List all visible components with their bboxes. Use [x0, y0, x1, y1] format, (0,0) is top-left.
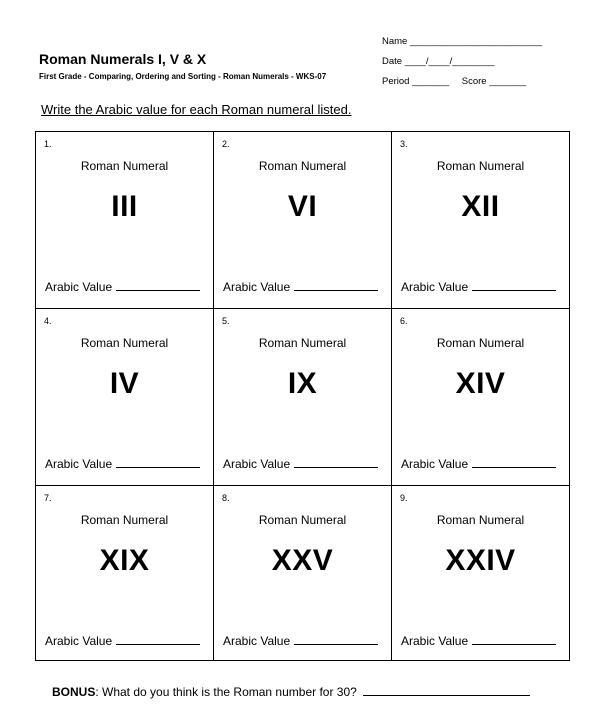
numeral-cell: [36, 486, 214, 660]
cell-number: 8.: [222, 493, 230, 503]
cell-label: Roman Numeral: [258, 513, 347, 527]
numeral-cell: [36, 132, 214, 309]
numeral-cell: [392, 486, 569, 660]
numeral-cell: [214, 309, 392, 486]
answer-label: Arabic Value: [45, 280, 113, 294]
cell-label: Roman Numeral: [80, 513, 169, 527]
cell-label: Roman Numeral: [258, 336, 347, 350]
cell-number: 6.: [400, 316, 408, 326]
roman-numeral: XIX: [99, 544, 150, 577]
bonus-answer-line[interactable]: [363, 683, 530, 696]
period-field: Period _______: [382, 76, 450, 87]
name-field: Name _________________________: [382, 36, 543, 47]
answer-label: Arabic Value: [401, 457, 469, 471]
bonus-text: : What do you think is the Roman number for 30?: [95, 685, 357, 699]
numeral-grid: [35, 131, 570, 661]
answer-row: [401, 632, 556, 648]
answer-line[interactable]: [116, 278, 200, 291]
answer-label: Arabic Value: [223, 280, 291, 294]
roman-numeral: XIV: [455, 367, 506, 400]
answer-row: [45, 278, 200, 294]
numeral-cell: [214, 486, 392, 660]
answer-row: [401, 278, 556, 294]
roman-numeral: IV: [109, 367, 140, 400]
answer-row: [45, 455, 200, 471]
answer-line[interactable]: [116, 632, 200, 645]
cell-label: Roman Numeral: [436, 336, 525, 350]
answer-line[interactable]: [294, 632, 378, 645]
answer-label: Arabic Value: [45, 457, 113, 471]
date-field: Date ____/____/________: [382, 56, 495, 67]
instructions: Write the Arabic value for each Roman numeral listed.: [41, 102, 352, 117]
cell-label: Roman Numeral: [80, 336, 169, 350]
roman-numeral: XXIV: [445, 544, 516, 577]
answer-row: [45, 632, 200, 648]
roman-numeral: VI: [287, 190, 318, 223]
answer-line[interactable]: [116, 455, 200, 468]
cell-number: 1.: [44, 139, 52, 149]
period-score-row: [382, 76, 526, 87]
answer-line[interactable]: [472, 278, 556, 291]
bonus-question: [52, 683, 530, 699]
roman-numeral: XXV: [271, 544, 334, 577]
score-field: Score _______: [461, 76, 527, 87]
answer-label: Arabic Value: [45, 634, 113, 648]
bonus-label: BONUS: [52, 685, 96, 699]
numeral-cell: [36, 309, 214, 486]
answer-row: [401, 455, 556, 471]
cell-number: 5.: [222, 316, 230, 326]
answer-row: [223, 455, 378, 471]
numeral-cell: [392, 309, 569, 486]
answer-label: Arabic Value: [223, 634, 291, 648]
cell-number: 9.: [400, 493, 408, 503]
numeral-cell: [392, 132, 569, 309]
cell-label: Roman Numeral: [436, 159, 525, 173]
numeral-cell: [214, 132, 392, 309]
cell-number: 2.: [222, 139, 230, 149]
answer-line[interactable]: [472, 632, 556, 645]
cell-label: Roman Numeral: [80, 159, 169, 173]
cell-number: 3.: [400, 139, 408, 149]
worksheet-title: Roman Numerals I, V & X: [39, 51, 207, 67]
answer-line[interactable]: [294, 455, 378, 468]
cell-number: 4.: [44, 316, 52, 326]
roman-numeral: XII: [461, 190, 500, 223]
cell-label: Roman Numeral: [258, 159, 347, 173]
roman-numeral: IX: [287, 367, 318, 400]
roman-numeral: III: [111, 190, 138, 223]
answer-label: Arabic Value: [401, 280, 469, 294]
answer-label: Arabic Value: [223, 457, 291, 471]
answer-line[interactable]: [472, 455, 556, 468]
answer-label: Arabic Value: [401, 634, 469, 648]
cell-label: Roman Numeral: [436, 513, 525, 527]
worksheet-subtitle: First Grade - Comparing, Ordering and Sorting - Roman Numerals - WKS-07: [39, 72, 327, 81]
cell-number: 7.: [44, 493, 52, 503]
answer-row: [223, 278, 378, 294]
answer-line[interactable]: [294, 278, 378, 291]
answer-row: [223, 632, 378, 648]
